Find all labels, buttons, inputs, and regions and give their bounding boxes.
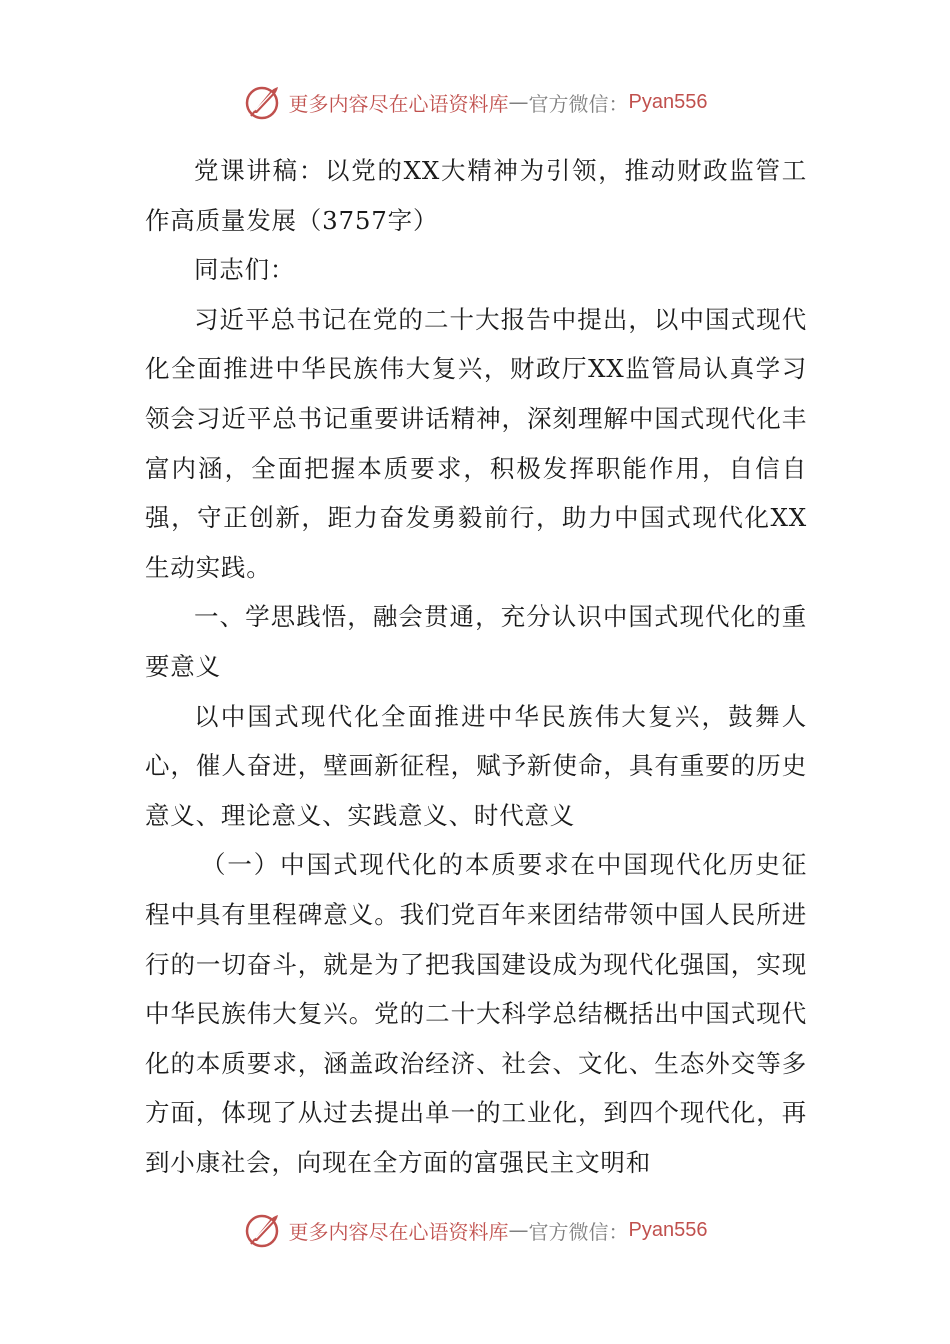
- watermark-dash: —: [508, 90, 529, 114]
- salutation: 同志们：: [194, 255, 296, 285]
- watermark-banner-bottom: [0, 1208, 950, 1252]
- watermark-main-text: 更多内容尽在心语资料库: [288, 1219, 509, 1244]
- watermark-wechat-label: 官方微信：: [528, 1219, 629, 1244]
- paragraph-subsection-1: （一）中国式现代化的本质要求在中国现代化历史征程中具有里程碑意义。我们党百年来团结带领中国人民所进行的一切奋斗，就是为了把我国建设成为现代化强国，实现中华民族伟大复兴。党的二十大科学总结概括出中国式现代化的本质要求，涵盖政治经济、社会、文化、生态外交等多方面，体现了从过去提出单一的工业化，到四个现代化，再到小康社会，向现在全方面的富强民主文明和: [145, 850, 807, 1177]
- watermark-wechat-id: Pyan556: [628, 1218, 708, 1241]
- document-title: 党课讲稿：以党的XX大精神为引领，推动财政监管工作高质量发展（3757字）: [145, 156, 807, 235]
- watermark-banner-top: [0, 80, 950, 124]
- quill-pen-circle-icon: [243, 82, 283, 122]
- section-heading-1: 一、学思践悟，融会贯通，充分认识中国式现代化的重要意义: [145, 602, 807, 681]
- watermark-main-text: 更多内容尽在心语资料库: [288, 91, 509, 116]
- watermark-dash: —: [508, 1218, 529, 1242]
- paragraph-significance: 以中国式现代化全面推进中华民族伟大复兴，鼓舞人心，催人奋进，壁画新征程，赋予新使命，具有重要的历史意义、理论意义、实践意义、时代意义: [145, 701, 807, 830]
- watermark-wechat-label: 官方微信：: [528, 91, 629, 116]
- paragraph-intro: 习近平总书记在党的二十大报告中提出，以中国式现代化全面推进中华民族伟大复兴，财政厅XX监管局认真学习领会习近平总书记重要讲话精神，深刻理解中国式现代化丰富内涵，全面把握本质要求，积极发挥职能作用，自信自强，守正创新，距力奋发勇毅前行，助力中国式现代化XX生动实践。: [145, 304, 807, 582]
- watermark-wechat-id: Pyan556: [628, 90, 708, 113]
- document-body: [145, 146, 807, 1187]
- quill-pen-circle-icon: [243, 1210, 283, 1250]
